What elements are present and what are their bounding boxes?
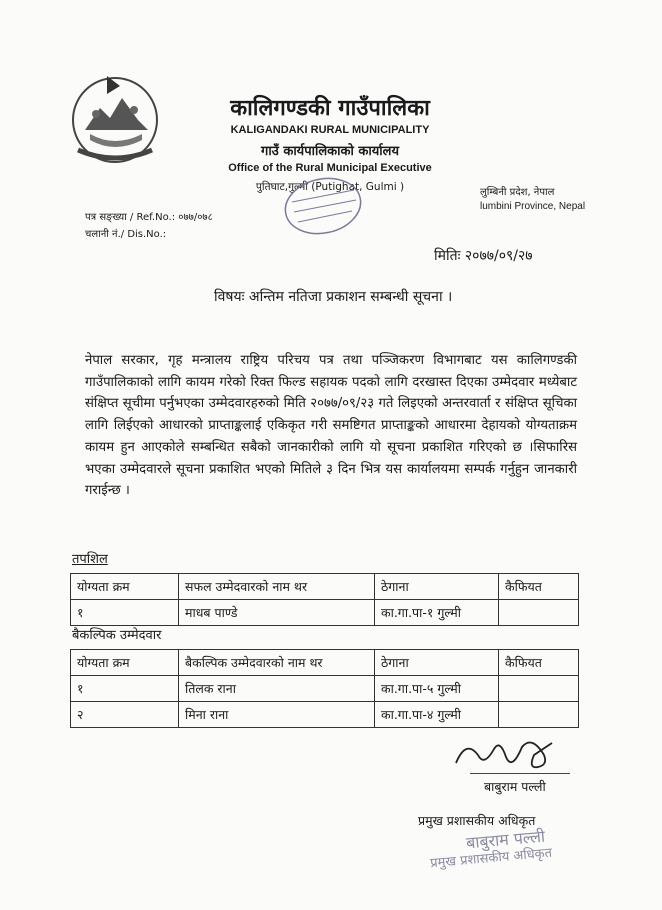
table-row <box>71 676 579 702</box>
office-name-nepali: गाउँ कार्यपालिकाको कार्यालय <box>261 144 399 159</box>
office-address: पुतिघाट,गुल्मी (Putighat, Gulmi ) <box>255 181 405 193</box>
municipality-title-nepali: कालिगण्डकी गाउँपालिका <box>230 96 430 121</box>
office-name-english: Office of the Rural Municipal Executive <box>228 162 432 174</box>
notice-subject: विषयः अन्तिम नतिजा प्रकाशन सम्बन्धी सूचना । <box>214 289 453 305</box>
header-address: ठेगाना <box>375 574 499 600</box>
alternate-candidates-table <box>70 649 579 728</box>
details-label: तपशिल <box>72 552 108 567</box>
dispatch-number: चलानी नं./ Dis.No.: <box>85 229 167 240</box>
post-stamp: प्रमुख प्रशासकीय अधिकृत <box>429 845 553 872</box>
successful-candidates-table <box>70 573 579 626</box>
notice-date: मितिः २०७७/०९/२७ <box>434 248 533 264</box>
name-stamp: बाबुराम पल्ली <box>465 826 546 853</box>
table-row <box>71 600 579 626</box>
province-english: lumbini Province, Nepal <box>480 201 586 212</box>
office-stamp-icon <box>282 176 364 236</box>
cell-remarks <box>499 676 579 702</box>
cell-rank: १ <box>71 676 179 702</box>
header-rank: योग्यता क्रम <box>71 574 179 600</box>
signatory-name: बाबुराम पल्ली <box>484 779 546 794</box>
cell-name: मिना राना <box>179 702 375 728</box>
signature-line <box>470 773 570 774</box>
table-header-row <box>71 650 579 676</box>
cell-remarks <box>499 702 579 728</box>
cell-name: तिलक राना <box>179 676 375 702</box>
signatory-post: प्रमुख प्रशासकीय अधिकृत <box>418 813 536 828</box>
header-remarks: कैफियत <box>499 574 579 600</box>
cell-remarks <box>499 600 579 626</box>
cell-rank: २ <box>71 702 179 728</box>
table-header-row <box>71 574 579 600</box>
header-name: सफल उम्मेदवारको नाम थर <box>179 574 375 600</box>
province-nepali: लुम्बिनी प्रदेश, नेपाल <box>480 187 555 198</box>
notice-body: नेपाल सरकार, गृह मन्त्रालय राष्ट्रिय परिचय पत्र तथा पञ्जिकरण विभागबाट यस कालिगण्डकी गाउँपालिकाको लागि कायम गरेको रिक्त फिल्ड सहायक पदको लागि दरखास्त दिएका उम्मेदवार मध्येबाट संक्षिप्त सूचीमा पर्नुभएका उम्मेदवारहरुको मिति २०७७/०९/२३ गते लिइएको अन्तरवार्ता र संक्षिप्त सूचिका लागि लिईएको आधारको प्राप्ताङ्कलाई एकिकृत गरी समष्टिगत प्राप्ताङ्कको आधारमा देहायको योग्यताक्रम कायम हुन आएकोले सम्बन्धित सबैको जानकारीको लागि यो सूचना प्रकाशित गरिएको छ ।सिफारिस भएका उम्मेदवारले सूचना प्रकाशित भएको मितिले ३ दिन भित्र यस कार्यालयमा सम्पर्क गर्नुहुन जानकारी गराईन्छ । <box>85 353 577 499</box>
cell-address: का.गा.पा-१ गुल्मी <box>375 600 499 626</box>
header-name: बैकल्पिक उम्मेदवारको नाम थर <box>179 650 375 676</box>
header-rank: योग्यता क्रम <box>71 650 179 676</box>
table-row <box>71 702 579 728</box>
cell-rank: १ <box>71 600 179 626</box>
header-remarks: कैफियत <box>499 650 579 676</box>
cell-address: का.गा.पा-५ गुल्मी <box>375 676 499 702</box>
reference-number: पत्र सङ्ख्या / Ref.No.: ०७७/०७८ <box>85 212 213 223</box>
header-address: ठेगाना <box>375 650 499 676</box>
cell-address: का.गा.पा-४ गुल्मी <box>375 702 499 728</box>
nepal-emblem-icon <box>60 68 170 168</box>
municipality-title-english: KALIGANDAKI RURAL MUNICIPALITY <box>230 124 430 136</box>
cell-name: माधब पाण्डे <box>179 600 375 626</box>
alternate-candidates-label: बैकल्पिक उम्मेदवार <box>72 628 162 643</box>
